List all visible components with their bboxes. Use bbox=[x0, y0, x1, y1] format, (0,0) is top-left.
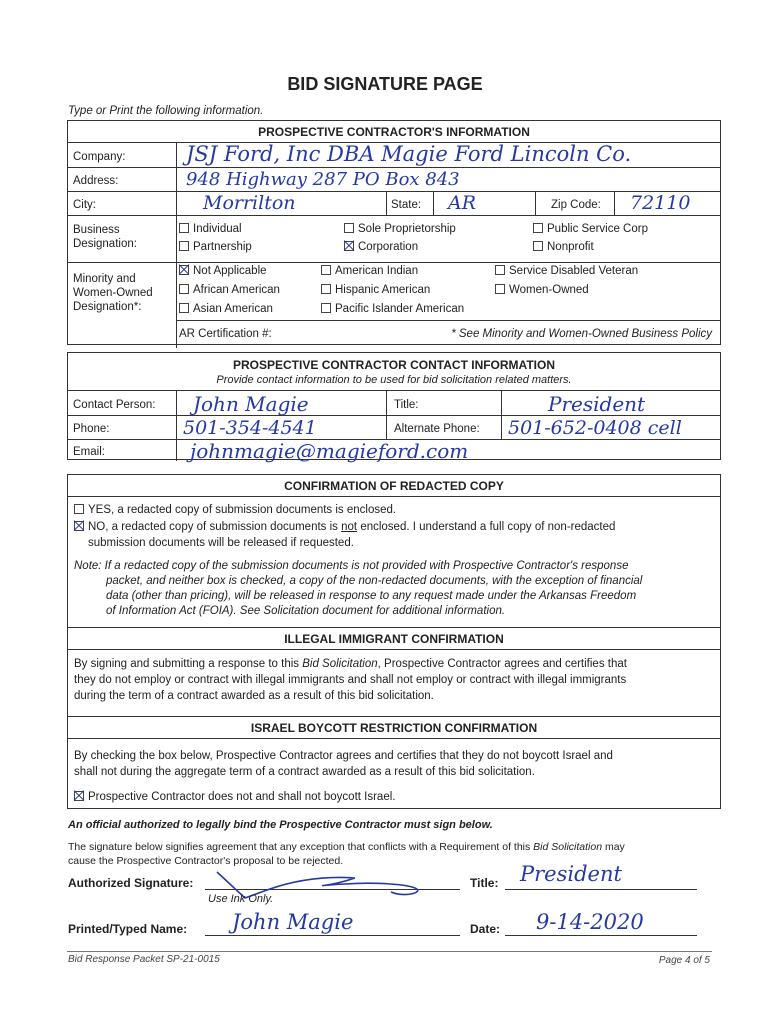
zip-label: Zip Code: bbox=[551, 199, 601, 211]
business-corporation-checkbox[interactable]: Corporation bbox=[344, 240, 418, 254]
alternate-phone-label: Alternate Phone: bbox=[394, 423, 480, 435]
checked-checkbox-icon bbox=[179, 265, 189, 275]
minority-service-disabled-veteran-checkbox[interactable]: Service Disabled Veteran bbox=[495, 264, 638, 278]
checked-checkbox-icon bbox=[344, 241, 354, 251]
page-title: BID SIGNATURE PAGE bbox=[287, 74, 483, 94]
minority-designation-label: Minority and Women-Owned Designation*: bbox=[73, 273, 153, 313]
business-designation-label: Business Designation: bbox=[73, 224, 137, 250]
israel-header: ISRAEL BOYCOTT RESTRICTION CONFIRMATION bbox=[68, 716, 720, 739]
email-field[interactable]: johnmagie@magieford.com bbox=[190, 439, 469, 463]
immigrant-line-2: they do not employ or contract with illegal immigrants and shall not employ or contract with illegal immigrants bbox=[74, 674, 627, 686]
alternate-phone-field[interactable]: 501-652-0408 cell bbox=[508, 417, 682, 439]
redacted-yes-checkbox[interactable]: YES, a redacted copy of submission documents is enclosed. bbox=[74, 503, 396, 517]
email-label: Email: bbox=[73, 446, 105, 458]
checkbox-icon bbox=[179, 284, 189, 294]
checkbox-icon bbox=[495, 265, 505, 275]
state-label: State: bbox=[391, 199, 422, 211]
israel-boycott-checkbox[interactable]: Prospective Contractor does not and shall not boycott Israel. bbox=[74, 790, 395, 804]
checkbox-icon bbox=[179, 223, 189, 233]
business-sole-proprietorship-checkbox[interactable]: Sole Proprietorship bbox=[344, 222, 456, 236]
contact-info-subheader: Provide contact information to be used for bid solicitation related matters. bbox=[216, 374, 572, 386]
contractor-info-header: PROSPECTIVE CONTRACTOR'S INFORMATION bbox=[68, 121, 720, 143]
checkbox-icon bbox=[321, 265, 331, 275]
checked-checkbox-icon bbox=[74, 791, 84, 801]
contact-info-header: PROSPECTIVE CONTRACTOR CONTACT INFORMATION bbox=[233, 358, 555, 372]
company-label: Company: bbox=[73, 151, 126, 163]
checked-checkbox-icon bbox=[74, 521, 84, 531]
immigrant-header: ILLEGAL IMMIGRANT CONFIRMATION bbox=[68, 627, 720, 650]
minority-asian-american-checkbox[interactable]: Asian American bbox=[179, 302, 273, 316]
immigrant-line-1: By signing and submitting a response to this Bid Solicitation, Prospective Contractor agrees and certifies that bbox=[74, 658, 627, 670]
immigrant-line-3: during the term of a contract awarded as a result of this bid solicitation. bbox=[74, 690, 434, 702]
minority-african-american-checkbox[interactable]: African American bbox=[179, 283, 280, 297]
checkbox-icon bbox=[179, 303, 189, 313]
address-label: Address: bbox=[73, 175, 119, 187]
contact-person-field[interactable]: John Magie bbox=[193, 392, 309, 416]
checkbox-icon bbox=[321, 303, 331, 313]
phone-field[interactable]: 501-354-4541 bbox=[183, 417, 317, 439]
city-field[interactable]: Morrilton bbox=[203, 192, 296, 214]
checkbox-icon bbox=[495, 284, 505, 294]
contact-info-section bbox=[67, 352, 721, 463]
printed-name-field[interactable]: John Magie bbox=[232, 910, 354, 934]
checkbox-icon bbox=[321, 284, 331, 294]
signature-title-label: Title: bbox=[470, 876, 499, 890]
authorized-official-note: An official authorized to legally bind the Prospective Contractor must sign below. bbox=[68, 819, 493, 831]
use-ink-note: Use Ink Only. bbox=[208, 893, 274, 905]
business-nonprofit-checkbox[interactable]: Nonprofit bbox=[533, 240, 594, 254]
printed-name-label: Printed/Typed Name: bbox=[68, 922, 188, 936]
checkbox-icon bbox=[533, 241, 543, 251]
redacted-note-line-4: of Information Act (FOIA). See Solicitation document for additional information. bbox=[106, 605, 506, 617]
title-field[interactable]: President bbox=[548, 392, 646, 416]
contact-person-label: Contact Person: bbox=[73, 399, 156, 411]
contact-info-header-block bbox=[68, 353, 720, 391]
minority-pacific-islander-checkbox[interactable]: Pacific Islander American bbox=[321, 302, 464, 316]
minority-not-applicable-checkbox[interactable]: Not Applicable bbox=[179, 264, 267, 278]
agreement-line-1: The signature below signifies agreement that any exception that conflicts with a Requirement of this Bid Solicitation may bbox=[68, 841, 625, 853]
contractor-info-section bbox=[67, 120, 721, 345]
address-field[interactable]: 948 Highway 287 PO Box 843 bbox=[186, 169, 460, 190]
agreement-line-2: cause the Prospective Contractor's proposal to be rejected. bbox=[68, 855, 344, 867]
signature-title-field[interactable]: President bbox=[520, 862, 622, 886]
checkbox-icon bbox=[74, 504, 84, 514]
redacted-note-line-2: packet, and neither box is checked, a copy of the non-redacted documents, with the exception of financial bbox=[106, 575, 643, 587]
state-field[interactable]: AR bbox=[448, 192, 477, 214]
checkbox-icon bbox=[344, 223, 354, 233]
city-label: City: bbox=[73, 199, 96, 211]
business-partnership-checkbox[interactable]: Partnership bbox=[179, 240, 252, 254]
redacted-copy-header: CONFIRMATION OF REDACTED COPY bbox=[68, 475, 720, 497]
israel-line-2: shall not during the aggregate term of a contract awarded as a result of this bid solicitation. bbox=[74, 766, 535, 778]
confirmation-section bbox=[67, 474, 721, 809]
footer-page-number: Page 4 of 5 bbox=[658, 955, 710, 966]
minority-american-indian-checkbox[interactable]: American Indian bbox=[321, 264, 418, 278]
phone-label: Phone: bbox=[73, 423, 110, 435]
authorized-signature-label: Authorized Signature: bbox=[68, 876, 194, 890]
footer-document-id: Bid Response Packet SP-21-0015 bbox=[68, 954, 220, 965]
redacted-no-continuation: submission documents will be released if requested. bbox=[88, 537, 354, 549]
ar-certification-note: * See Minority and Women-Owned Business Policy bbox=[451, 328, 712, 340]
redacted-note-line-3: data (other than pricing), will be released in response to any request made under the Arkansas Freedom bbox=[106, 590, 637, 602]
title-label: Title: bbox=[394, 399, 419, 411]
zip-field[interactable]: 72110 bbox=[630, 192, 691, 214]
redacted-note-line-1: Note: If a redacted copy of the submission documents is not provided with Prospective Contractor's response bbox=[74, 560, 629, 572]
date-field[interactable]: 9-14-2020 bbox=[536, 910, 644, 934]
minority-hispanic-american-checkbox[interactable]: Hispanic American bbox=[321, 283, 430, 297]
checkbox-icon bbox=[179, 241, 189, 251]
redacted-no-checkbox[interactable]: NO, a redacted copy of submission documents is not enclosed. I understand a full copy of non-redacted bbox=[74, 520, 615, 534]
company-field[interactable]: JSJ Ford, Inc DBA Magie Ford Lincoln Co. bbox=[186, 142, 632, 166]
israel-line-1: By checking the box below, Prospective Contractor agrees and certifies that they do not boycott Israel and bbox=[74, 750, 613, 762]
checkbox-icon bbox=[533, 223, 543, 233]
business-public-service-corp-checkbox[interactable]: Public Service Corp bbox=[533, 222, 648, 236]
date-label: Date: bbox=[470, 922, 501, 936]
minority-women-owned-checkbox[interactable]: Women-Owned bbox=[495, 283, 589, 297]
intro-text: Type or Print the following information. bbox=[68, 105, 264, 117]
ar-certification-label: AR Certification #: bbox=[179, 328, 272, 340]
business-individual-checkbox[interactable]: Individual bbox=[179, 222, 242, 236]
